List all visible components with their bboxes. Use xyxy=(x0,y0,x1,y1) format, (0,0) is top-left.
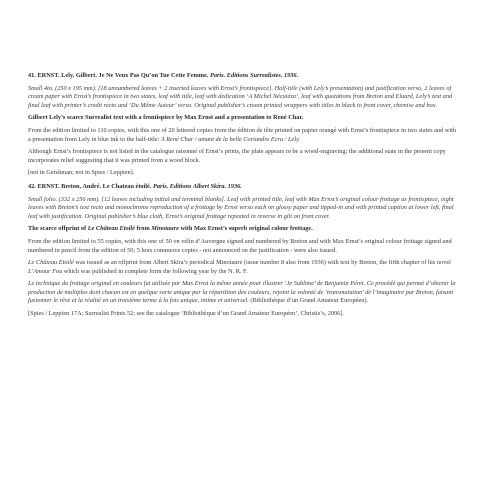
lot-42-format: Small folio. (332 x 256 mm). [12 leaves including initial and terminal blanks]. Leaf with printed title, leaf with Max Ernst’s original colour frottage as frontispiece, eight leaves with Breton’s text recto and monochrome reproduction of a frottage by Ernst verso each on glossy paper and tipped-in and with printed caption at lower left, final leaf with justification. Original publisher’s blue cloth, Ernst’s original frottage repeated in reverse in gilt on front cover. xyxy=(28,195,454,220)
lot-41-references: [not in Gershman; not in Spies / Leppien]. xyxy=(28,169,135,177)
lot-41-heading: 41. ERNST. Lely, Gilbert. Je Ne Veux Pas Qu’on Tue Cette Femme. Paris. Editions Surrealistes. 1936. xyxy=(28,72,299,79)
lot-41-paragraph-2: Although Ernst’s frontispiece is not listed in the catalogue raisonné of Ernst’s prints, the plate appears to be a wood-engraving; the additional state in the present copy incorporates relief suggesting that it was printed from a wood block. xyxy=(28,148,446,164)
lot-41-format: Small 4to. (250 x 195 mm). [18 unnumbered leaves + 2 inserted leaves with Ernst’s frontispiece]. Half-title (with Lely’s presentation) and justification verso, 2 leaves of cream paper with Ernst’s frontispiece in two states, leaf with title, leaf with dedication ‘A Michel Nécuiéza’, leaf with quotations from Breton and Eluard, Lely’s text and final leaf with printer’s credit recto and ‘Du Même Auteur’ verso. Original publisher’s cream printed wrappers with titles in black to front cover, chemise and box. xyxy=(28,84,453,109)
lot-42-paragraph-2: Le Château Etoilé was issued as an offprint from Albert Skira’s periodical Minotaure (issue number 8 also from 1936) with text by Breton, the fifth chapter of his novel L’Amour Fou which was published in complete form the following year by the N. R. F. xyxy=(28,259,451,275)
lot-41-paragraph-1: From the edition limited to 110 copies, with this one of 20 lettered copies from the édition de tête printed on papier orangé with Ernst’s frontispiece in two states and with a presentation from Lely in blue ink to the half-title: A René Char / amant de la belle Coriandre Ecru / Lely. xyxy=(28,126,457,143)
lot-42-paragraph-3: Le technique du frottage original en couleurs fut utilisée par Max Ernst la même année pour illustrer ‘Je Sublime’ de Benjamin Péret. Ce procédé qui permet d’obtenir la production de multiples dont chacun est en quelque sorte unique par la répartition des couleurs, rejoint la volonté de ‘transmutation’ de l’imaginaire par Breton, faisant fusionner le rêve et la réalité en un troisième terme à la fois unique, intime et universel. (Bibliothèque d’un Grand Amateur Européen). xyxy=(28,280,456,305)
lot-42-lead: The scarce offprint of Le Château Etoilé from Minotaure with Max Ernst’s superb original colour frottage. xyxy=(28,225,313,233)
catalogue-page xyxy=(28,72,460,323)
lot-42-heading: 42. ERNST. Breton, André. Le Chateau étoilé. Paris. Editions Albert Skira. 1936. xyxy=(28,182,242,190)
lot-42-references: [Spies / Leppien 17A; Surrealist Prints 52; see the catalogue ‘Bibliothèque d’un Grand Amateur Européen’, Christie’s, 2006]. xyxy=(28,310,344,318)
lot-41-lead: Gilbert Lely’s scarce Surrealist text with a frontispiece by Max Ernst and a presentation to René Char. xyxy=(28,114,304,122)
lot-42-paragraph-1: From the edition limited to 55 copies, with this one of 50 on vélin d’Auvergne signed and numbered by Breton and with Max Ernst’s original colour frottage signed and numbered in pencil from the edition of 50; 5 hors commerce copies - not announced on the justification - were also issued. xyxy=(28,237,452,254)
